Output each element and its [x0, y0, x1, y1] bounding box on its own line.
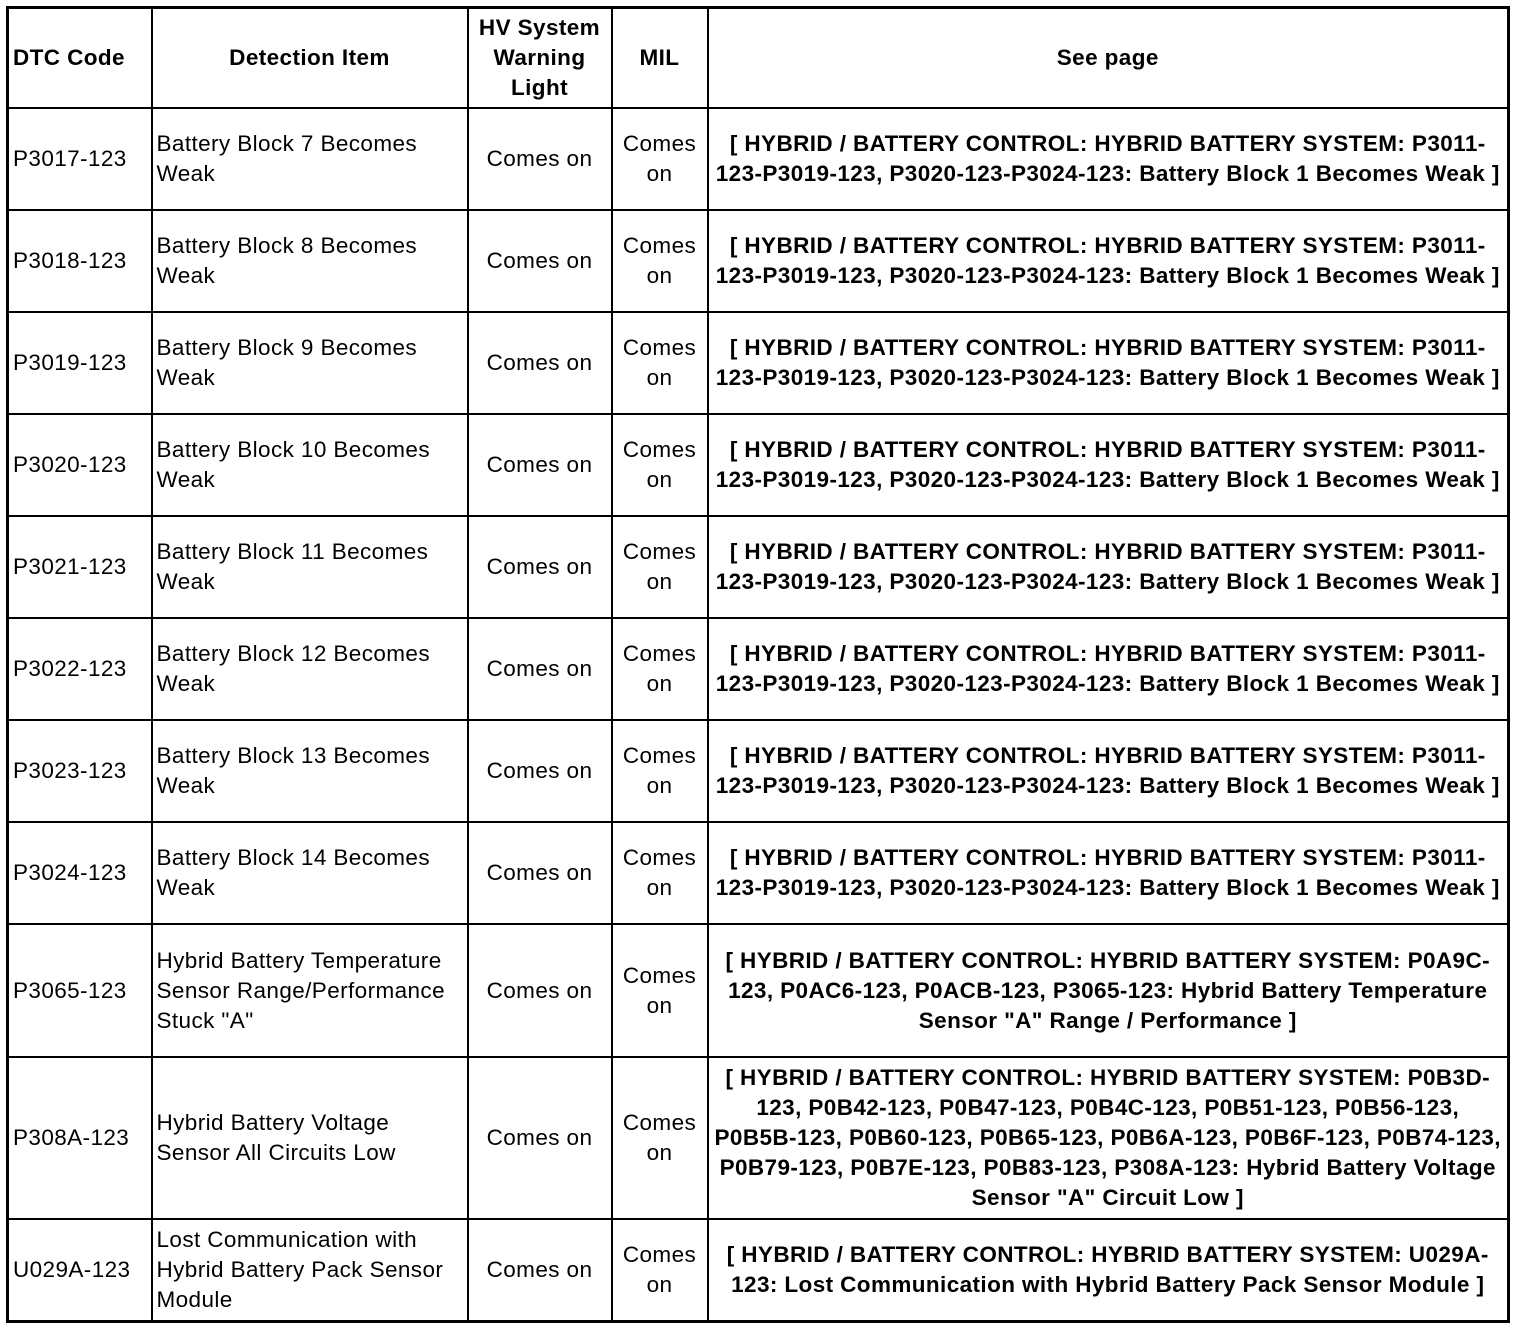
- dtc-code-cell: P3024-123: [8, 822, 152, 924]
- hv-warning-cell: Comes on: [468, 312, 612, 414]
- header-mil: MIL: [612, 8, 708, 109]
- detection-item-cell: Hybrid Battery Voltage Sensor All Circuits Low: [152, 1057, 468, 1219]
- hv-warning-cell: Comes on: [468, 414, 612, 516]
- see-page-link[interactable]: [ HYBRID / BATTERY CONTROL: HYBRID BATTERY SYSTEM: P3011-123-P3019-123, P3020-123-P3024-123: Battery Block 1 Becomes Weak ]: [708, 720, 1509, 822]
- dtc-code-cell: P3020-123: [8, 414, 152, 516]
- dtc-code-cell: U029A-123: [8, 1219, 152, 1321]
- mil-cell: Comes on: [612, 618, 708, 720]
- see-page-link[interactable]: [ HYBRID / BATTERY CONTROL: HYBRID BATTERY SYSTEM: P3011-123-P3019-123, P3020-123-P3024-123: Battery Block 1 Becomes Weak ]: [708, 312, 1509, 414]
- dtc-code-cell: P3017-123: [8, 108, 152, 210]
- dtc-code-cell: P3018-123: [8, 210, 152, 312]
- table-row: [8, 924, 1509, 1057]
- header-dtc-code: DTC Code: [8, 8, 152, 109]
- detection-item-cell: Lost Communication with Hybrid Battery Pack Sensor Module: [152, 1219, 468, 1321]
- dtc-code-cell: P3022-123: [8, 618, 152, 720]
- table-row: [8, 720, 1509, 822]
- mil-cell: Comes on: [612, 414, 708, 516]
- detection-item-cell: Battery Block 9 Becomes Weak: [152, 312, 468, 414]
- mil-cell: Comes on: [612, 720, 708, 822]
- mil-cell: Comes on: [612, 1219, 708, 1321]
- hv-warning-cell: Comes on: [468, 108, 612, 210]
- mil-cell: Comes on: [612, 924, 708, 1057]
- dtc-code-cell: P3023-123: [8, 720, 152, 822]
- hv-warning-cell: Comes on: [468, 822, 612, 924]
- hv-warning-cell: Comes on: [468, 1057, 612, 1219]
- mil-cell: Comes on: [612, 822, 708, 924]
- detection-item-cell: Battery Block 10 Becomes Weak: [152, 414, 468, 516]
- table-row: [8, 1057, 1509, 1219]
- hv-warning-cell: Comes on: [468, 210, 612, 312]
- mil-cell: Comes on: [612, 108, 708, 210]
- detection-item-cell: Battery Block 8 Becomes Weak: [152, 210, 468, 312]
- header-hv-warning: HV System Warning Light: [468, 8, 612, 109]
- detection-item-cell: Battery Block 14 Becomes Weak: [152, 822, 468, 924]
- detection-item-cell: Battery Block 11 Becomes Weak: [152, 516, 468, 618]
- see-page-link[interactable]: [ HYBRID / BATTERY CONTROL: HYBRID BATTERY SYSTEM: P0A9C-123, P0AC6-123, P0ACB-123, P3065-123: Hybrid Battery Temperature Sensor "A" Range / Performance ]: [708, 924, 1509, 1057]
- header-row: [8, 8, 1509, 109]
- table-row: [8, 618, 1509, 720]
- detection-item-cell: Battery Block 13 Becomes Weak: [152, 720, 468, 822]
- table-row: [8, 516, 1509, 618]
- header-detection-item: Detection Item: [152, 8, 468, 109]
- hv-warning-cell: Comes on: [468, 1219, 612, 1321]
- table-row: [8, 210, 1509, 312]
- dtc-table: [6, 6, 1510, 1323]
- hv-warning-cell: Comes on: [468, 516, 612, 618]
- hv-warning-cell: Comes on: [468, 720, 612, 822]
- see-page-link[interactable]: [ HYBRID / BATTERY CONTROL: HYBRID BATTERY SYSTEM: P3011-123-P3019-123, P3020-123-P3024-123: Battery Block 1 Becomes Weak ]: [708, 210, 1509, 312]
- mil-cell: Comes on: [612, 210, 708, 312]
- see-page-link[interactable]: [ HYBRID / BATTERY CONTROL: HYBRID BATTERY SYSTEM: P3011-123-P3019-123, P3020-123-P3024-123: Battery Block 1 Becomes Weak ]: [708, 618, 1509, 720]
- table-row: [8, 414, 1509, 516]
- see-page-link[interactable]: [ HYBRID / BATTERY CONTROL: HYBRID BATTERY SYSTEM: P3011-123-P3019-123, P3020-123-P3024-123: Battery Block 1 Becomes Weak ]: [708, 822, 1509, 924]
- see-page-link[interactable]: [ HYBRID / BATTERY CONTROL: HYBRID BATTERY SYSTEM: P0B3D-123, P0B42-123, P0B47-123, P0B4C-123, P0B51-123, P0B56-123, P0B5B-123, P0B60-123, P0B65-123, P0B6A-123, P0B6F-123, P0B74-123, P0B79-123, P0B7E-123, P0B83-123, P308A-123: Hybrid Battery Voltage Sensor "A" Circuit Low ]: [708, 1057, 1509, 1219]
- dtc-code-cell: P3021-123: [8, 516, 152, 618]
- hv-warning-cell: Comes on: [468, 924, 612, 1057]
- detection-item-cell: Battery Block 12 Becomes Weak: [152, 618, 468, 720]
- header-see-page: See page: [708, 8, 1509, 109]
- table-row: [8, 108, 1509, 210]
- see-page-link[interactable]: [ HYBRID / BATTERY CONTROL: HYBRID BATTERY SYSTEM: U029A-123: Lost Communication with Hybrid Battery Pack Sensor Module ]: [708, 1219, 1509, 1321]
- dtc-code-cell: P308A-123: [8, 1057, 152, 1219]
- mil-cell: Comes on: [612, 312, 708, 414]
- mil-cell: Comes on: [612, 1057, 708, 1219]
- mil-cell: Comes on: [612, 516, 708, 618]
- see-page-link[interactable]: [ HYBRID / BATTERY CONTROL: HYBRID BATTERY SYSTEM: P3011-123-P3019-123, P3020-123-P3024-123: Battery Block 1 Becomes Weak ]: [708, 414, 1509, 516]
- hv-warning-cell: Comes on: [468, 618, 612, 720]
- detection-item-cell: Hybrid Battery Temperature Sensor Range/Performance Stuck "A": [152, 924, 468, 1057]
- table-row: [8, 822, 1509, 924]
- see-page-link[interactable]: [ HYBRID / BATTERY CONTROL: HYBRID BATTERY SYSTEM: P3011-123-P3019-123, P3020-123-P3024-123: Battery Block 1 Becomes Weak ]: [708, 108, 1509, 210]
- see-page-link[interactable]: [ HYBRID / BATTERY CONTROL: HYBRID BATTERY SYSTEM: P3011-123-P3019-123, P3020-123-P3024-123: Battery Block 1 Becomes Weak ]: [708, 516, 1509, 618]
- dtc-code-cell: P3019-123: [8, 312, 152, 414]
- detection-item-cell: Battery Block 7 Becomes Weak: [152, 108, 468, 210]
- dtc-code-cell: P3065-123: [8, 924, 152, 1057]
- table-row: [8, 312, 1509, 414]
- table-row: [8, 1219, 1509, 1321]
